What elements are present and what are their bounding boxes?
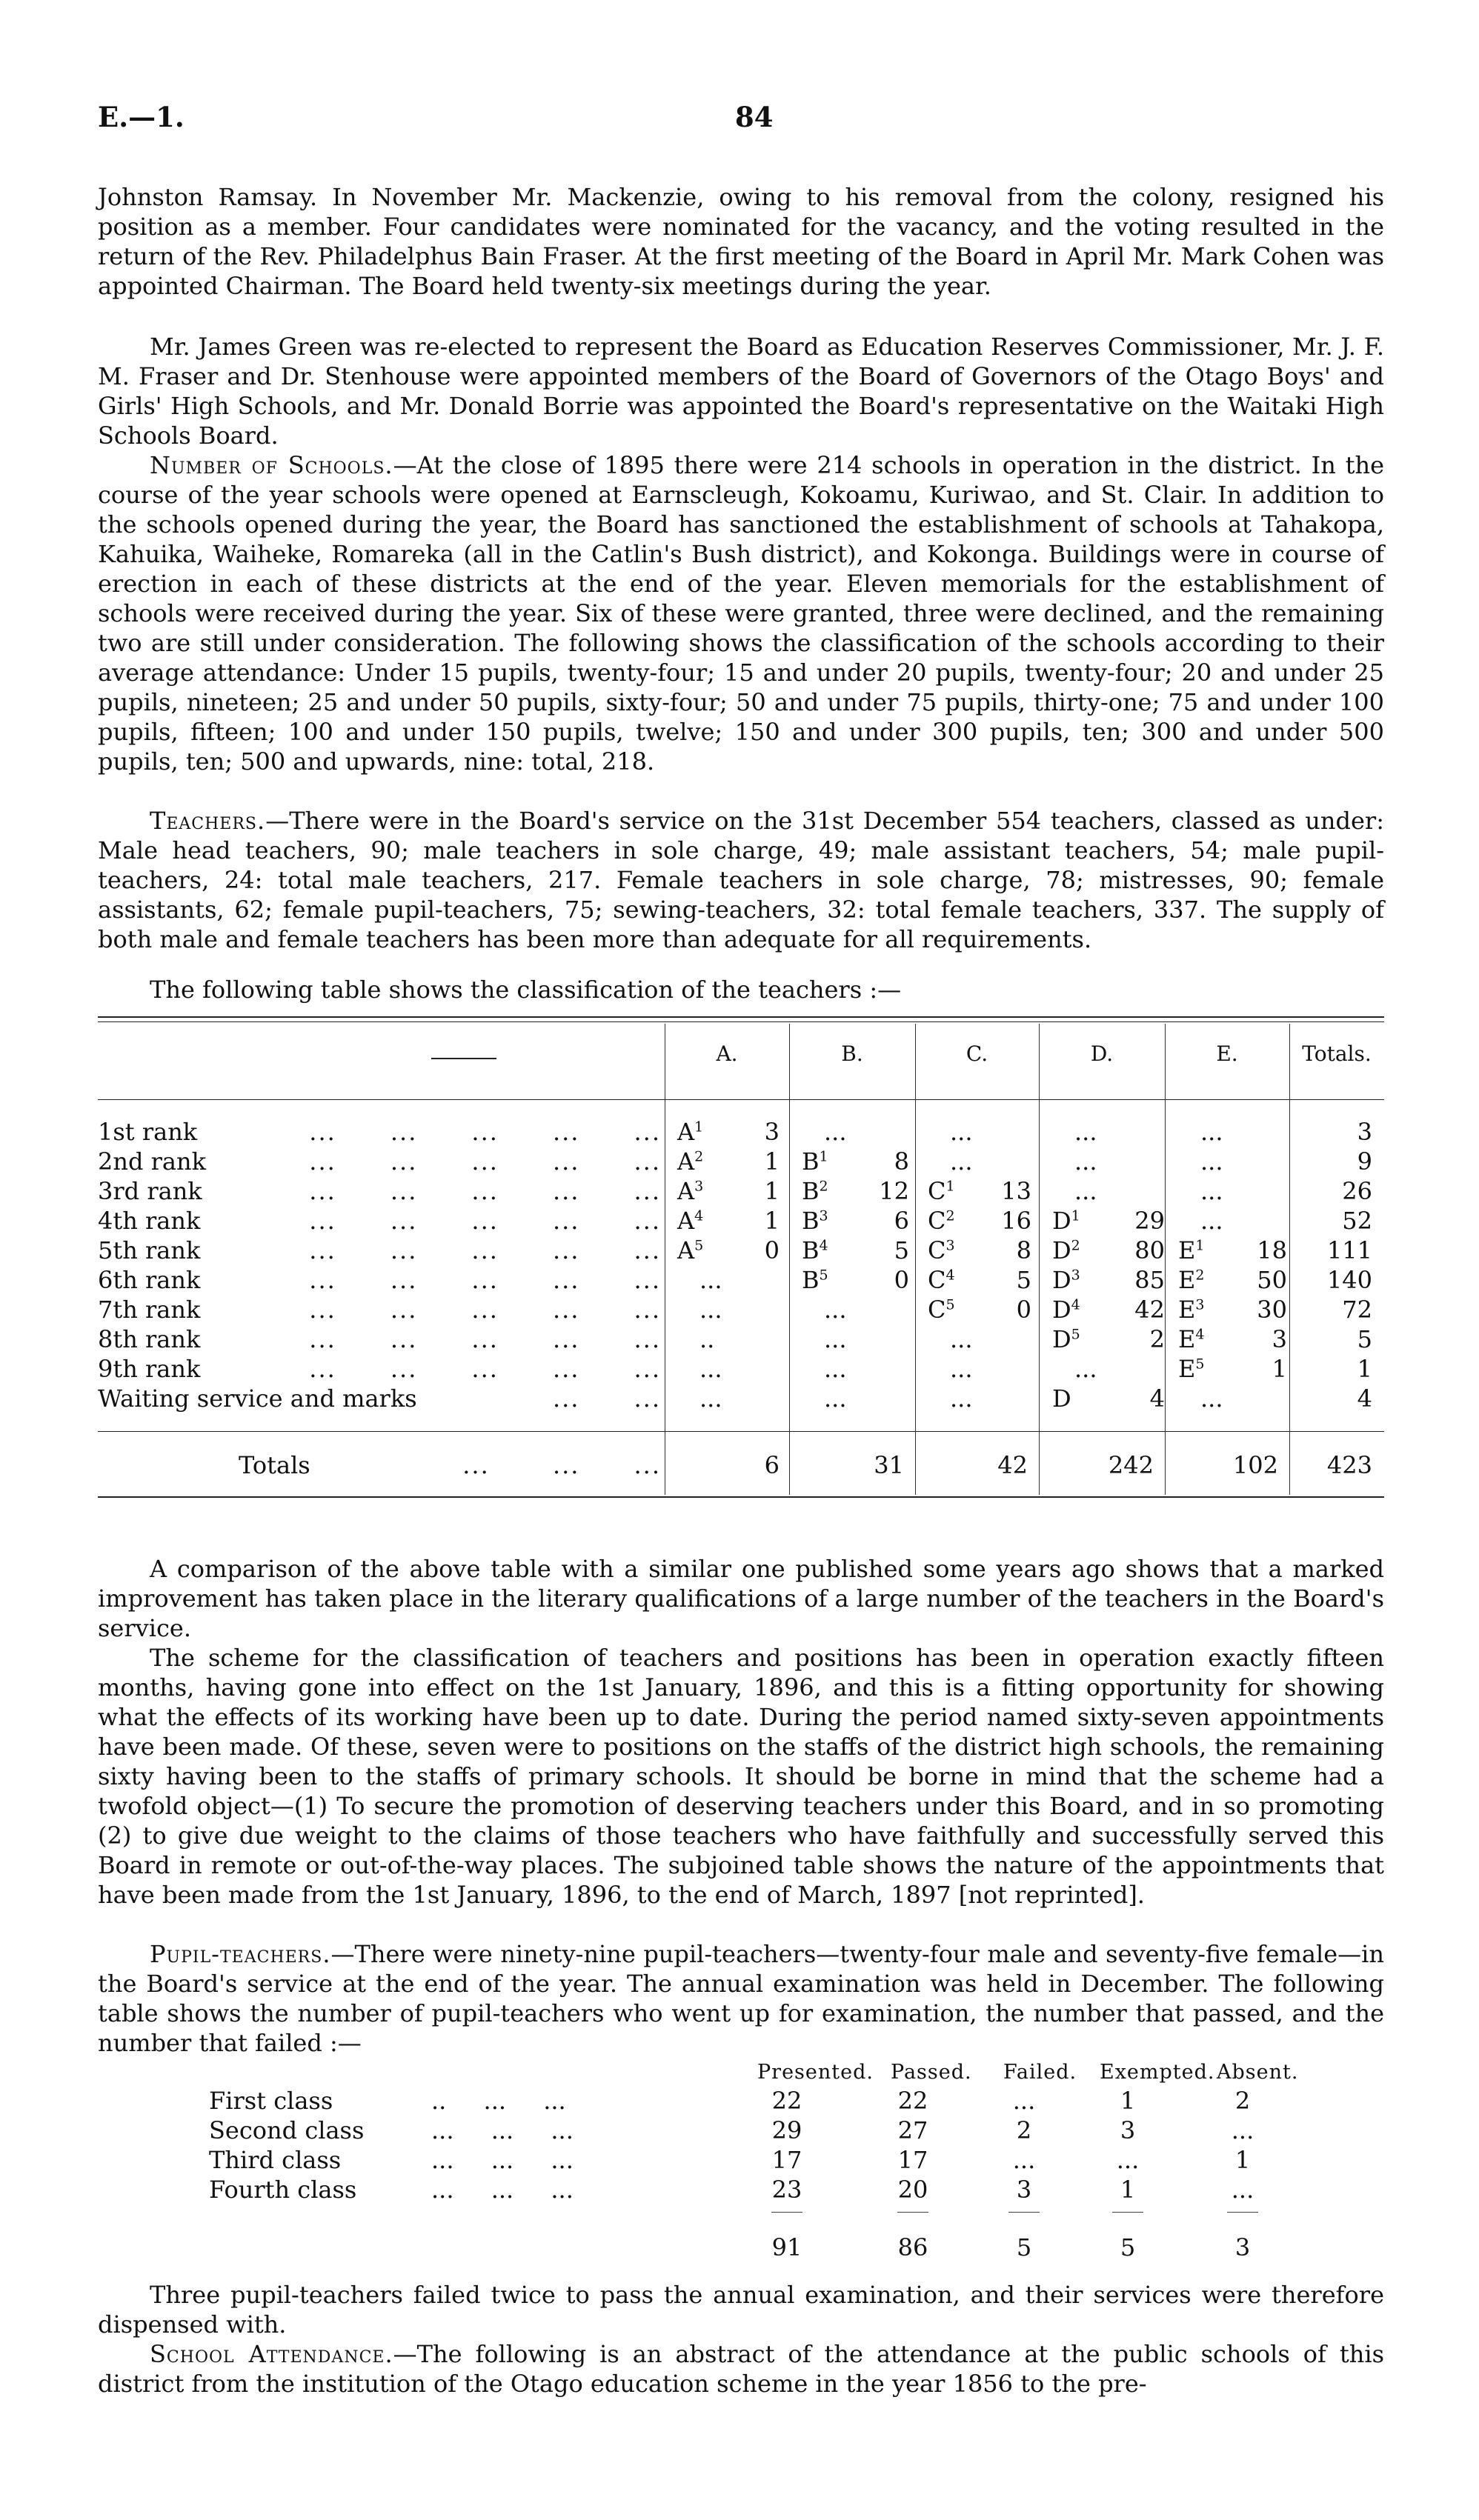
total-col-c: 42 <box>997 1451 1028 1479</box>
grade-letter: A <box>677 1118 695 1146</box>
cell-count-e: 1 <box>1272 1355 1287 1383</box>
row-leader-dots: ... ... <box>552 1384 661 1413</box>
cell-b <box>824 1384 847 1413</box>
row-leader-dots: ... ... ... <box>431 2176 574 2204</box>
grade-number: 2 <box>1071 1237 1080 1254</box>
grade-letter: C <box>928 1177 946 1205</box>
cell-count-a: 3 <box>764 1118 780 1146</box>
grade-letter: A <box>677 1236 695 1264</box>
cell-count-c: 0 <box>1016 1296 1031 1324</box>
sum-rule <box>771 2212 802 2213</box>
paragraph-school-attendance-text: —The following is an abstract of the attendance at the public schools of this district from the institution of the Otago education scheme in the year 1856 to the pre- <box>98 2340 1385 2398</box>
class-label: Third class <box>209 2146 342 2174</box>
column-header-failed: Failed. <box>1003 2061 1077 2084</box>
column-header-presented: Presented. <box>757 2061 874 2084</box>
grade-number: 1 <box>945 1178 955 1195</box>
section-heading-number-of-schools: Number of Schools. <box>150 451 393 479</box>
exam-value: 3 <box>1016 2176 1032 2204</box>
grade-letter: D <box>1052 1296 1071 1324</box>
paragraph-pupil-teachers-text: —There were ninety-nine pupil-teachers—twenty-four male and seventy-five female—in the Board's service at the end of the year. The annual examination was held in December. The following table shows the number of pupil-teachers who went up for examination, the number that passed, and the number that failed :— <box>98 1940 1384 2057</box>
cell-count-c: 5 <box>1016 1266 1031 1294</box>
grade-number: 5 <box>819 1267 828 1284</box>
cell-count-d: 42 <box>1134 1296 1165 1324</box>
total-col-b: 31 <box>874 1451 904 1479</box>
cell-c <box>950 1117 973 1147</box>
row-total: 5 <box>1357 1325 1372 1353</box>
cell-a <box>699 1295 722 1324</box>
cell-count-e: 30 <box>1257 1296 1287 1324</box>
grade-letter: ... <box>824 1118 847 1146</box>
table-column-divider <box>915 1024 916 1495</box>
rank-row-label <box>98 1206 661 1236</box>
grade-letter: ... <box>699 1355 722 1383</box>
table-column-divider <box>1165 1024 1166 1495</box>
row-total: 111 <box>1326 1236 1372 1264</box>
total-col-totals: 423 <box>1326 1451 1372 1479</box>
exam-value: 1 <box>1120 2087 1136 2115</box>
table-rule-top-thin <box>98 1021 1384 1022</box>
grade-number: 5 <box>694 1237 704 1254</box>
sum-rule <box>1227 2212 1258 2213</box>
row-leader-dots: ... ... ... ... ... <box>309 1355 661 1383</box>
paragraph-scheme: The scheme for the classification of teachers and positions has been in operation exactly fifteen months, having gone into effect on the 1st January, 1896, and this is a fitting opportunity for showing what the effects of its working have been up to date. During the period named sixty-seven appointments have been made. Of these, seven were to positions on the staffs of the district high schools, the remaining sixty having been to the staffs of primary schools. It should be borne in mind that the scheme had a twofold object—(1) To secure the promotion of deserving teachers under this Board, and in so promoting (2) to give due weight to the claims of those teachers who have faithfully and successfully served this Board in remote or out-of-the-way places. The subjoined table shows the nature of the appointments that have been made from the 1st January, 1896, to the end of March, 1897 [not reprinted]. <box>98 1644 1384 1909</box>
cell-count-d: 2 <box>1149 1325 1165 1353</box>
class-label: Second class <box>209 2116 365 2144</box>
rank-label: 6th rank <box>98 1266 201 1294</box>
grade-number: 1 <box>819 1148 828 1165</box>
grade-number: 3 <box>819 1207 828 1224</box>
column-header-exempted: Exempted. <box>1100 2061 1215 2084</box>
row-leader-dots: ... ... ... ... ... <box>309 1177 661 1205</box>
grade-letter: C <box>928 1207 946 1235</box>
class-row-label <box>209 2145 817 2175</box>
grade-number: 1 <box>1071 1207 1080 1224</box>
cell-count-c: 8 <box>1016 1236 1031 1264</box>
exam-total: 86 <box>897 2233 928 2261</box>
totals-leader: ... ... ... <box>462 1451 661 1479</box>
grade-letter: B <box>802 1236 820 1264</box>
paragraph-number-of-schools <box>98 450 1384 776</box>
column-header-totals: Totals. <box>1302 1041 1372 1066</box>
paragraph-board-members: Johnston Ramsay. In November Mr. Mackenzie, owing to his removal from the colony, resigned his position as a member. Four candidates were nominated for the vacancy, and the voting resulted in the return of the Rev. Philadelphus Bain Fraser. At the first meeting of the Board in April Mr. Mark Cohen was appointed Chairman. The Board held twenty-six meetings during the year. <box>98 183 1384 300</box>
sum-rule <box>897 2212 928 2213</box>
row-leader-dots: ... ... ... ... ... <box>309 1118 661 1146</box>
grade-letter: D <box>1052 1236 1071 1264</box>
rank-label: 2nd rank <box>98 1147 206 1176</box>
cell-e <box>1200 1117 1223 1147</box>
exam-value: 3 <box>1120 2116 1136 2144</box>
exam-value: 22 <box>897 2087 928 2115</box>
row-total: 140 <box>1326 1266 1372 1294</box>
grade-letter: ... <box>824 1355 847 1383</box>
cell-d <box>1074 1354 1097 1384</box>
exam-value: 22 <box>771 2087 802 2115</box>
rank-label: 7th rank <box>98 1296 201 1324</box>
row-total: 1 <box>1357 1355 1372 1383</box>
exam-value: 27 <box>897 2116 928 2144</box>
grade-letter: ... <box>1074 1147 1097 1176</box>
section-heading-pupil-teachers: Pupil-teachers. <box>150 1940 331 1968</box>
exam-total: 3 <box>1234 2233 1251 2261</box>
grade-letter: E <box>1178 1355 1196 1383</box>
total-col-a: 6 <box>764 1451 780 1479</box>
row-leader-dots: ... ... ... ... ... <box>309 1325 661 1353</box>
grade-number: 3 <box>694 1178 704 1195</box>
row-total: 4 <box>1357 1384 1372 1413</box>
table-column-divider <box>1039 1024 1040 1495</box>
cell-a <box>699 1324 714 1354</box>
exam-value: 2 <box>1016 2116 1032 2144</box>
cell-d <box>1052 1384 1071 1413</box>
grade-letter: ... <box>699 1384 722 1413</box>
grade-letter: B <box>802 1177 820 1205</box>
cell-e <box>1200 1176 1223 1206</box>
grade-letter: ... <box>950 1355 973 1383</box>
cell-a <box>699 1354 722 1384</box>
exam-value: 1 <box>1234 2146 1251 2174</box>
grade-number: 5 <box>1195 1356 1205 1373</box>
cell-d <box>1074 1117 1097 1147</box>
grade-letter: E <box>1178 1296 1196 1324</box>
grade-letter: ... <box>1200 1384 1223 1413</box>
grade-letter: C <box>928 1236 946 1264</box>
page-number: 84 <box>735 101 774 133</box>
exam-value: 2 <box>1234 2087 1251 2115</box>
rank-label: 8th rank <box>98 1325 201 1353</box>
cell-c <box>950 1324 973 1354</box>
grade-letter: ... <box>950 1147 973 1176</box>
class-row-label <box>209 2175 817 2204</box>
paragraph-failed-twice: Three pupil-teachers failed twice to pass the annual examination, and their services were therefore dispensed with. <box>98 2281 1384 2339</box>
cell-a <box>699 1384 722 1413</box>
column-header-passed: Passed. <box>891 2061 972 2084</box>
cell-count-a: 1 <box>764 1177 780 1205</box>
cell-count-b: 12 <box>879 1177 909 1205</box>
rank-row-label <box>98 1265 661 1295</box>
cell-count-e: 3 <box>1272 1325 1287 1353</box>
column-header-e: E. <box>1216 1041 1238 1066</box>
row-leader-dots: ... ... ... ... ... <box>309 1266 661 1294</box>
grade-number: 3 <box>1071 1267 1080 1284</box>
cell-count-a: 0 <box>764 1236 780 1264</box>
grade-number: 4 <box>694 1207 704 1224</box>
grade-letter: D <box>1052 1384 1071 1413</box>
row-total: 52 <box>1342 1207 1372 1235</box>
grade-letter: ... <box>699 1296 722 1324</box>
totals-label: Totals <box>239 1451 310 1479</box>
rank-label: Waiting service and marks <box>98 1384 417 1413</box>
grade-letter: E <box>1178 1236 1196 1264</box>
grade-letter: D <box>1052 1207 1071 1235</box>
grade-letter: ... <box>1074 1355 1097 1383</box>
exam-value: 23 <box>771 2176 802 2204</box>
grade-letter: ... <box>1200 1147 1223 1176</box>
grade-letter: ... <box>1074 1177 1097 1205</box>
exam-value: ... <box>1231 2116 1254 2144</box>
exam-value: ... <box>1116 2146 1140 2174</box>
cell-count-e: 50 <box>1257 1266 1287 1294</box>
exam-value: ... <box>1012 2087 1036 2115</box>
row-total: 9 <box>1357 1147 1372 1176</box>
column-header-c: C. <box>965 1041 988 1066</box>
cell-d <box>1074 1176 1097 1206</box>
rank-row-label <box>98 1117 661 1147</box>
grade-letter: D <box>1052 1325 1071 1353</box>
paragraph-teachers-text: —There were in the Board's service on the 31st December 554 teachers, classed as under: Male head teachers, 90; male teachers in sole charge, 49; male assistant teachers, 54; male pupil-teachers, 24: total male teachers, 217. Female teachers in sole charge, 78; mistresses, 90; female assistants, 62; female pupil-teachers, 75; sewing-teachers, 32: total female teachers, 337. The supply of both male and female teachers has been more than adequate for all requirements. <box>98 807 1384 953</box>
class-row-label <box>209 2086 817 2116</box>
exam-value: 20 <box>897 2176 928 2204</box>
paragraph-pupil-teachers <box>98 1939 1384 2058</box>
grade-letter: ... <box>824 1325 847 1353</box>
total-col-d: 242 <box>1108 1451 1154 1479</box>
cell-count-c: 16 <box>1001 1207 1031 1235</box>
exam-total: 5 <box>1120 2233 1136 2261</box>
sum-rule <box>1112 2212 1143 2213</box>
grade-number: 4 <box>1071 1296 1080 1313</box>
grade-letter: ... <box>824 1296 847 1324</box>
cell-b <box>824 1324 847 1354</box>
grade-number: 2 <box>694 1148 704 1165</box>
rank-label: 1st rank <box>98 1118 198 1146</box>
grade-letter: B <box>802 1266 820 1294</box>
pupil-teacher-exam-table <box>98 2058 1384 2280</box>
grade-number: 2 <box>945 1207 955 1224</box>
cell-e <box>1200 1384 1223 1413</box>
grade-number: 3 <box>945 1237 955 1254</box>
paragraph-school-attendance <box>98 2339 1384 2399</box>
grade-letter: B <box>802 1207 820 1235</box>
grade-letter: D <box>1052 1266 1071 1294</box>
rank-label: 9th rank <box>98 1355 201 1383</box>
cell-count-b: 5 <box>894 1236 909 1264</box>
grade-number: 2 <box>819 1178 828 1195</box>
exam-value: 29 <box>771 2116 802 2144</box>
total-col-e: 102 <box>1232 1451 1278 1479</box>
cell-count-b: 6 <box>894 1207 909 1235</box>
table-column-divider <box>789 1024 790 1495</box>
table-rule-totals <box>98 1431 1384 1432</box>
grade-letter: ... <box>950 1325 973 1353</box>
section-heading-teachers: Teachers. <box>150 807 266 835</box>
grade-letter: A <box>677 1147 695 1176</box>
cell-count-d: 80 <box>1134 1236 1165 1264</box>
paragraph-appointments: Mr. James Green was re-elected to represent the Board as Education Reserves Commissioner, Mr. J. F. M. Fraser and Dr. Stenhouse were appointed members of the Board of Governors of the Otago Boys' and Girls' High Schools, and Mr. Donald Borrie was appointed the Board's representative on the Waitaki High Schools Board. <box>98 333 1384 450</box>
row-total: 26 <box>1342 1177 1372 1205</box>
column-header-absent: Absent. <box>1217 2061 1299 2084</box>
grade-letter: ... <box>824 1384 847 1413</box>
grade-number: 4 <box>1195 1326 1205 1343</box>
paragraph-table-intro: The following table shows the classification of the teachers :— <box>150 976 902 1004</box>
row-leader-dots: .. ... ... <box>431 2087 566 2115</box>
row-leader-dots: ... ... ... <box>431 2146 574 2174</box>
grade-number: 3 <box>1195 1296 1205 1313</box>
row-total: 3 <box>1357 1118 1372 1146</box>
table-rule-bottom <box>98 1496 1384 1498</box>
row-leader-dots: ... ... ... ... ... <box>309 1207 661 1235</box>
cell-e <box>1200 1147 1223 1176</box>
cell-d <box>1074 1147 1097 1176</box>
grade-number: 4 <box>945 1267 955 1284</box>
column-header-d: D. <box>1090 1041 1114 1066</box>
grade-letter: B <box>802 1147 820 1176</box>
cell-count-e: 18 <box>1257 1236 1287 1264</box>
rank-row-label <box>98 1236 661 1265</box>
grade-letter: ... <box>950 1384 973 1413</box>
rank-row-label <box>98 1147 661 1176</box>
table-rule-top <box>98 1016 1384 1018</box>
cell-count-d: 85 <box>1134 1266 1165 1294</box>
paragraph-comparison: A comparison of the above table with a similar one published some years ago shows that a marked improvement has taken place in the literary qualifications of a large number of the teachers in the Board's service. <box>98 1555 1384 1642</box>
exam-total: 91 <box>771 2233 802 2261</box>
rank-label: 5th rank <box>98 1236 201 1264</box>
section-heading-school-attendance: School Attendance. <box>150 2340 393 2368</box>
cell-count-c: 13 <box>1001 1177 1031 1205</box>
grade-letter: ... <box>1200 1207 1223 1235</box>
header-dash <box>431 1058 496 1059</box>
exam-value: 1 <box>1120 2176 1136 2204</box>
cell-c <box>950 1384 973 1413</box>
rank-row-label <box>98 1324 661 1354</box>
grade-number: 5 <box>945 1296 955 1313</box>
grade-letter: A <box>677 1177 695 1205</box>
exam-value: 17 <box>771 2146 802 2174</box>
grade-letter: ... <box>1200 1177 1223 1205</box>
rank-label: 3rd rank <box>98 1177 202 1205</box>
grade-number: 1 <box>694 1119 704 1136</box>
cell-count-d: 29 <box>1134 1207 1165 1235</box>
exam-value: ... <box>1012 2146 1036 2174</box>
cell-count-a: 1 <box>764 1147 780 1176</box>
rank-row-label <box>98 1295 661 1324</box>
class-label: Fourth class <box>209 2176 357 2204</box>
grade-letter: E <box>1178 1266 1196 1294</box>
cell-b <box>824 1117 847 1147</box>
grade-letter: C <box>928 1296 946 1324</box>
rank-row-label <box>98 1176 661 1206</box>
cell-count-a: 1 <box>764 1207 780 1235</box>
grade-letter: ... <box>1200 1118 1223 1146</box>
row-leader-dots: ... ... ... ... ... <box>309 1296 661 1324</box>
cell-count-b: 0 <box>894 1266 909 1294</box>
grade-number: 2 <box>1195 1267 1205 1284</box>
cell-c <box>950 1354 973 1384</box>
grade-number: 1 <box>1195 1237 1205 1254</box>
cell-b <box>824 1354 847 1384</box>
grade-letter: ... <box>699 1266 722 1294</box>
grade-letter: .. <box>699 1325 715 1353</box>
teacher-classification-table <box>98 1016 1384 1527</box>
column-header-b: B. <box>841 1041 863 1066</box>
page-header <box>98 101 1381 138</box>
row-leader-dots: ... ... ... ... ... <box>309 1147 661 1176</box>
grade-letter: ... <box>1074 1118 1097 1146</box>
grade-letter: C <box>928 1266 946 1294</box>
sum-rule <box>1008 2212 1040 2213</box>
rank-row-label <box>98 1354 661 1384</box>
column-header-a: A. <box>716 1041 738 1066</box>
cell-e <box>1200 1206 1223 1236</box>
paragraph-number-of-schools-text: —At the close of 1895 there were 214 schools in operation in the district. In the course of the year schools were opened at Earnscleugh, Kokoamu, Kuriwao, and St. Clair. In addition to the schools opened during the year, the Board has sanctioned the establishment of schools at Tahakopa, Kahuika, Waiheke, Romareka (all in the Catlin's Bush district), and Kokonga. Buildings were in course of erection in each of these districts at the end of the year. Eleven memorials for the establishment of schools were received during the year. Six of these were granted, three were declined, and the remaining two are still under consideration. The following shows the classification of the schools according to their average attendance: Under 15 pupils, twenty-four; 15 and under 20 pupils, twenty-four; 20 and under 25 pupils, nineteen; 25 and under 50 pupils, sixty-four; 50 and under 75 pupils, thirty-one; 75 and under 100 pupils, fifteen; 100 and under 150 pupils, twelve; 150 and under 300 pupils, ten; 300 and under 500 pupils, ten; 500 and upwards, nine: total, 218. <box>98 451 1385 776</box>
grade-letter: A <box>677 1207 695 1235</box>
class-row-label <box>209 2116 817 2145</box>
grade-number: 4 <box>819 1237 828 1254</box>
exam-value: 17 <box>897 2146 928 2174</box>
cell-b <box>824 1295 847 1324</box>
cell-c <box>950 1147 973 1176</box>
row-total: 72 <box>1342 1296 1372 1324</box>
cell-count-d: 4 <box>1149 1384 1165 1413</box>
cell-a <box>699 1265 722 1295</box>
rank-label: 4th rank <box>98 1207 201 1235</box>
exam-value: ... <box>1231 2176 1254 2204</box>
row-leader-dots: ... ... ... ... ... <box>309 1236 661 1264</box>
row-leader-dots: ... ... ... <box>431 2116 574 2144</box>
table-rule-header <box>98 1099 1384 1100</box>
grade-letter: E <box>1178 1325 1196 1353</box>
grade-number: 5 <box>1071 1326 1080 1343</box>
cell-count-b: 8 <box>894 1147 909 1176</box>
rank-row-label <box>98 1384 661 1413</box>
exam-total: 5 <box>1016 2233 1032 2261</box>
class-label: First class <box>209 2087 333 2115</box>
document-code: E.—1. <box>98 101 185 133</box>
paragraph-teachers <box>98 806 1384 954</box>
grade-letter: ... <box>950 1118 973 1146</box>
totals-row-label <box>239 1450 661 1480</box>
